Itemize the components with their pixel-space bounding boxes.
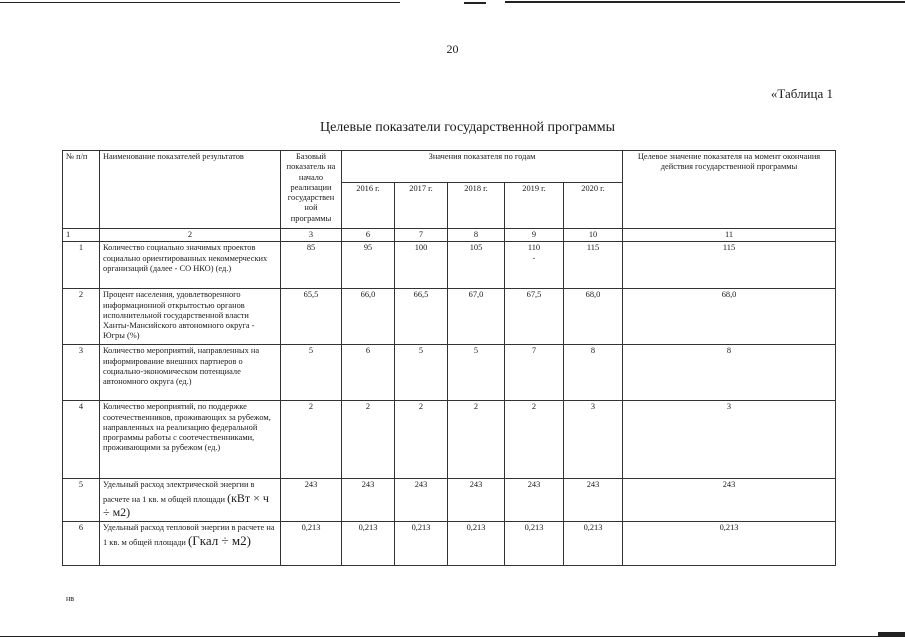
header-year: 2019 г. xyxy=(505,183,564,229)
target-value: 3 xyxy=(623,401,836,479)
indicator-name xyxy=(100,521,281,565)
value-2017: 0,213 xyxy=(395,521,448,565)
header-row-1 xyxy=(63,151,836,183)
scan-bottom-line xyxy=(0,636,905,637)
value-2019: 67,5 xyxy=(505,289,564,345)
header-num: № п/п xyxy=(63,151,100,229)
value-2017: 2 xyxy=(395,401,448,479)
value-2020: 8 xyxy=(564,345,623,401)
column-number: 11 xyxy=(623,229,836,242)
row-number: 3 xyxy=(63,345,100,401)
footer-mark: нв xyxy=(66,594,75,603)
scan-top-mark xyxy=(464,2,486,4)
indicator-name-text: Удельный расход электрической энергии в расчете на 1 кв. м общей площади xyxy=(103,480,255,504)
value-2018: 243 xyxy=(448,479,505,522)
row-number: 1 xyxy=(63,242,100,289)
value-2019: 243 xyxy=(505,479,564,522)
base-value: 243 xyxy=(281,479,342,522)
value-2020: 68,0 xyxy=(564,289,623,345)
target-value: 115 xyxy=(623,242,836,289)
target-value: 68,0 xyxy=(623,289,836,345)
row-number: 4 xyxy=(63,401,100,479)
column-number: 9 xyxy=(505,229,564,242)
table-row xyxy=(63,289,836,345)
value-2016: 243 xyxy=(342,479,395,522)
indicator-name: Количество мероприятий, по поддержке соотечественников, проживающих за рубежом, направленных на реализацию федеральной программы работы с соотечественниками, проживающими за рубежом (ед.) xyxy=(100,401,281,479)
table-reference: «Таблица 1 xyxy=(770,86,833,101)
value-2016: 66,0 xyxy=(342,289,395,345)
value-2017: 5 xyxy=(395,345,448,401)
target-value: 243 xyxy=(623,479,836,522)
value-2016: 0,213 xyxy=(342,521,395,565)
row-number: 5 xyxy=(63,479,100,522)
value-2018: 5 xyxy=(448,345,505,401)
value-2017: 66,5 xyxy=(395,289,448,345)
scan-top-line-left xyxy=(0,2,400,3)
base-value: 85 xyxy=(281,242,342,289)
value-2019: 7 xyxy=(505,345,564,401)
value-2020: 243 xyxy=(564,479,623,522)
base-value: 2 xyxy=(281,401,342,479)
document-title: Целевые показатели государственной программы xyxy=(319,120,616,135)
column-number: 6 xyxy=(342,229,395,242)
indicator-name: Количество социально значимых проектов социально ориентированных некоммерческих организаций (далее - СО НКО) (ед.) xyxy=(100,242,281,289)
value-2019 xyxy=(505,242,564,289)
column-number: 2 xyxy=(100,229,281,242)
value-2018: 67,0 xyxy=(448,289,505,345)
table-row xyxy=(63,479,836,522)
value-2019-text: 110 xyxy=(527,243,541,253)
value-2016: 2 xyxy=(342,401,395,479)
column-number-row xyxy=(63,229,836,242)
row-number: 6 xyxy=(63,521,100,565)
unit-formula: (Гкал ÷ м2) xyxy=(187,533,251,548)
value-2016: 95 xyxy=(342,242,395,289)
value-2018: 105 xyxy=(448,242,505,289)
value-2018: 0,213 xyxy=(448,521,505,565)
header-target: Целевое значение показателя на момент окончания действия государственной программы xyxy=(623,151,836,229)
target-value: 8 xyxy=(623,345,836,401)
targets-table xyxy=(62,150,836,566)
column-number: 10 xyxy=(564,229,623,242)
value-2020: 115 xyxy=(564,242,623,289)
target-value: 0,213 xyxy=(623,521,836,565)
table-row xyxy=(63,242,836,289)
header-years-group: Значения показателя по годам xyxy=(342,151,623,183)
row-number: 2 xyxy=(63,289,100,345)
header-year: 2016 г. xyxy=(342,183,395,229)
indicator-name-text: Удельный расход тепловой энергии в расчете на 1 кв. м общей площади xyxy=(103,522,275,547)
header-name: Наименование показателей результатов xyxy=(100,151,281,229)
scan-bottom-mark xyxy=(878,632,905,636)
table-row xyxy=(63,521,836,565)
value-2017: 100 xyxy=(395,242,448,289)
header-year: 2018 г. xyxy=(448,183,505,229)
unit-formula: (кВт × ч ÷ м2) xyxy=(103,490,269,520)
value-2018: 2 xyxy=(448,401,505,479)
value-2019: 2 xyxy=(505,401,564,479)
value-2020: 3 xyxy=(564,401,623,479)
value-2019: 0,213 xyxy=(505,521,564,565)
indicator-name: Количество мероприятий, направленных на информирование внешних партнеров о социально-экономическом потенциале автономного округа (ед.) xyxy=(100,345,281,401)
value-2017: 243 xyxy=(395,479,448,522)
column-number: 3 xyxy=(281,229,342,242)
table-row xyxy=(63,401,836,479)
column-number: 7 xyxy=(395,229,448,242)
page-number: 20 xyxy=(446,42,459,56)
header-base: Базовый показатель на начало реализации государствен ной программы xyxy=(281,151,342,229)
indicator-name: Процент населения, удовлетворенного информационной открытостью органов исполнительной государственной власти Ханты-Мансийского автономного округа - Югры (%) xyxy=(100,289,281,345)
scan-top-line-right xyxy=(505,1,905,3)
header-year: 2017 г. xyxy=(395,183,448,229)
base-value: 5 xyxy=(281,345,342,401)
base-value: 65,5 xyxy=(281,289,342,345)
column-number: 1 xyxy=(63,229,100,242)
column-number: 8 xyxy=(448,229,505,242)
value-2020: 0,213 xyxy=(564,521,623,565)
indicator-name xyxy=(100,479,281,522)
table-row xyxy=(63,345,836,401)
header-year: 2020 г. xyxy=(564,183,623,229)
scan-speck: . xyxy=(532,250,536,262)
value-2016: 6 xyxy=(342,345,395,401)
base-value: 0,213 xyxy=(281,521,342,565)
